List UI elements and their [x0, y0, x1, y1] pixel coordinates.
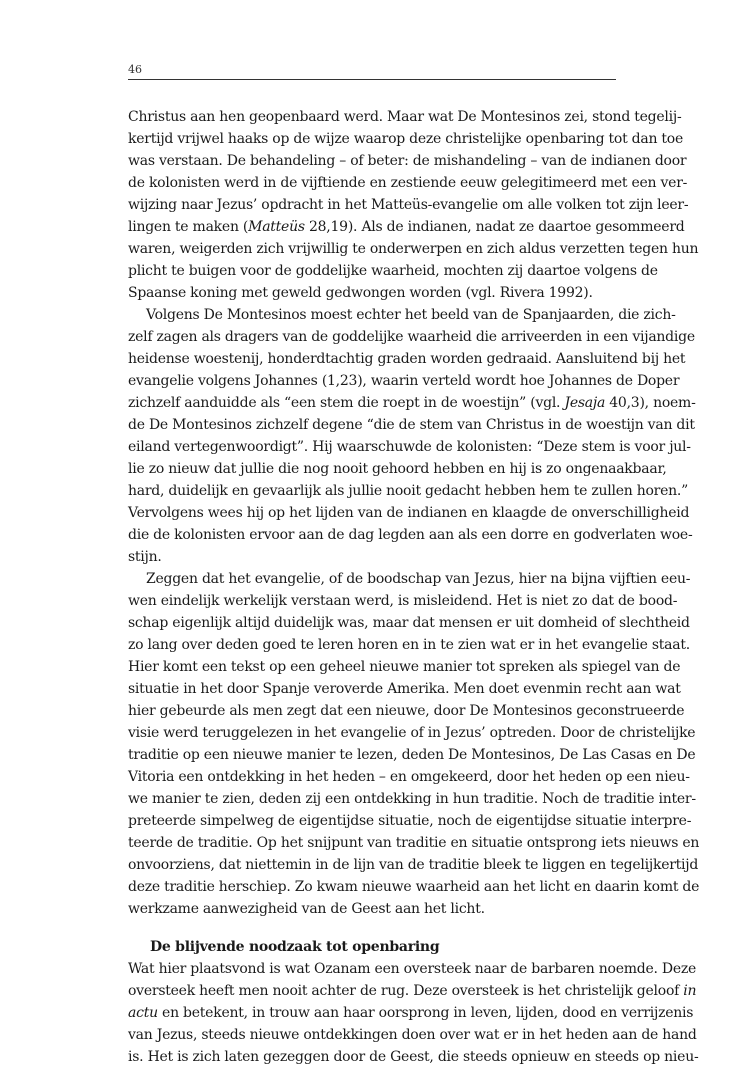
text-line	[128, 1002, 694, 1024]
text-line: evangelie volgens Johannes (1,23), waarin verteld wordt hoe Johannes de Doper	[128, 373, 680, 389]
text-line: was verstaan. De behandeling – of beter: de mishandeling – van de indianen door	[128, 153, 687, 169]
text-run: oversteek heeft men nooit achter de rug. Deze oversteek is het christelijk geloof	[128, 983, 684, 999]
text-line: visie werd teruggelezen in het evangelie of in Jezus’ optreden. Door de christelijke	[128, 725, 696, 741]
text-line: wen eindelijk werkelijk verstaan werd, is misleidend. Het is niet zo dat de bood-	[128, 593, 678, 609]
text-line: werkzame aanwezigheid van de Geest aan het licht.	[128, 901, 485, 917]
text-line: van Jezus, steeds nieuwe ontdekkingen doen over wat er in het heden aan de hand	[128, 1027, 697, 1043]
text-line: we manier te zien, deden zij een ontdekking in hun traditie. Noch de traditie inter-	[128, 791, 696, 807]
text-line: de kolonisten werd in de vijftiende en zestiende eeuw gelegitimeerd met een ver-	[128, 175, 688, 191]
text-line	[128, 216, 685, 238]
text-line: situatie in het door Spanje veroverde Amerika. Men doet evenmin recht aan wat	[128, 681, 681, 697]
text-line	[128, 392, 696, 414]
text-line: eiland vertegenwoordigt”. Hij waarschuwde de kolonisten: “Deze stem is voor jul-	[128, 439, 691, 455]
text-line: hard, duidelijk en gevaarlijk als jullie nooit gedacht hebben hem te zullen horen.”	[128, 483, 689, 499]
text-run: en betekent, in trouw aan haar oorsprong in leven, lijden, dood en verrijzenis	[157, 1005, 694, 1021]
italic-term: actu	[128, 1005, 158, 1021]
italic-term: in	[683, 983, 697, 999]
text-line: Christus aan hen geopenbaard werd. Maar wat De Montesinos zei, stond tegelij-	[128, 109, 682, 125]
text-line: Vervolgens wees hij op het lijden van de indianen en klaagde de onverschilligheid	[128, 505, 690, 521]
section-heading: De blijvende noodzaak tot openbaring	[150, 939, 440, 955]
text-line: Volgens De Montesinos moest echter het beeld van de Spanjaarden, die zich-	[146, 307, 676, 323]
text-line: teerde de traditie. Op het snijpunt van traditie en situatie ontsprong iets nieuws en	[128, 835, 700, 851]
citation-book: Matteüs	[248, 219, 305, 235]
text-line: die de kolonisten ervoor aan de dag legden aan als een dorre en godverlaten woe-	[128, 527, 693, 543]
text-line: wijzing naar Jezus’ opdracht in het Matteüs-evangelie om alle volken tot zijn leer-	[128, 197, 689, 213]
text-line	[128, 980, 697, 1002]
text-line: de De Montesinos zichzelf degene “die de stem van Christus in de woestijn van dit	[128, 417, 695, 433]
text-line: hier gebeurde als men zegt dat een nieuwe, door De Montesinos geconstrueerde	[128, 703, 685, 719]
text-line: is. Het is zich laten gezeggen door de Geest, die steeds opnieuw en steeds op nieu-	[128, 1049, 699, 1065]
text-line: onvoorziens, dat niettemin in de lijn van de traditie bleek te liggen en tegelijkertijd	[128, 857, 699, 873]
text-line: plicht te buigen voor de goddelijke waarheid, mochten zij daartoe volgens de	[128, 263, 658, 279]
text-line: deze traditie herschiep. Zo kwam nieuwe waarheid aan het licht en daarin komt de	[128, 879, 700, 895]
text-line: preteerde simpelweg de eigentijdse situatie, noch de eigentijdse situatie interpre-	[128, 813, 692, 829]
text-line: waren, weigerden zich vrijwillig te onderwerpen en zich aldus verzetten tegen hun	[128, 241, 699, 257]
text-line: Spaanse koning met geweld gedwongen worden (vgl. Rivera 1992).	[128, 285, 593, 301]
text-line: zelf zagen als dragers van de goddelijke waarheid die arriveerden in een vijandige	[128, 329, 695, 345]
text-run: 40,3), noem-	[605, 395, 696, 411]
header-rule	[128, 79, 616, 80]
text-line: Wat hier plaatsvond is wat Ozanam een oversteek naar de barbaren noemde. Deze	[128, 961, 697, 977]
text-line: heidense woestenij, honderdtachtig graden worden gedraaid. Aansluitend bij het	[128, 351, 686, 367]
text-line: Zeggen dat het evangelie, of de boodschap van Jezus, hier na bijna vijftien eeu-	[146, 571, 691, 587]
text-line: stijn.	[128, 549, 162, 565]
text-run: 28,19). Als de indianen, nadat ze daartoe gesommeerd	[304, 219, 685, 235]
citation-book: Jesaja	[564, 395, 606, 411]
text-line: traditie op een nieuwe manier te lezen, deden De Montesinos, De Las Casas en De	[128, 747, 696, 763]
text-line: Vitoria een ontdekking in het heden – en omgekeerd, door het heden op een nieu-	[128, 769, 690, 785]
text-line: zo lang over deden goed te leren horen en in te zien wat er in het evangelie staat.	[128, 637, 690, 653]
text-run: lingen te maken (	[128, 219, 249, 235]
text-line: lie zo nieuw dat jullie die nog nooit gehoord hebben en hij is zo ongenaakbaar,	[128, 461, 667, 477]
text-line: Hier komt een tekst op een geheel nieuwe manier tot spreken als spiegel van de	[128, 659, 681, 675]
text-run: zichzelf aanduidde als “een stem die roept in de woestijn” (vgl.	[128, 395, 565, 411]
text-line: schap eigenlijk altijd duidelijk was, maar dat mensen er uit domheid of slechtheid	[128, 615, 690, 631]
text-line: kertijd vrijwel haaks op de wijze waarop deze christelijke openbaring tot dan toe	[128, 131, 684, 147]
page-number: 46	[128, 63, 142, 76]
